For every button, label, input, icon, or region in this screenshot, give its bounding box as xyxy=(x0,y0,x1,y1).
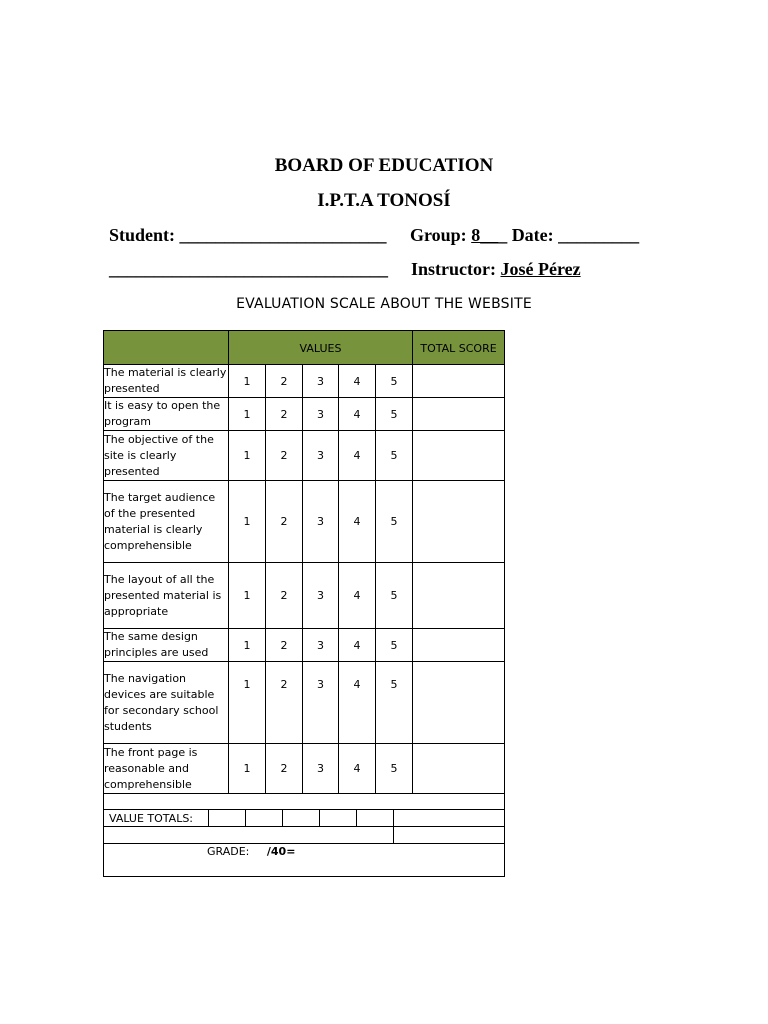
table-row xyxy=(104,365,505,398)
scale-value-5[interactable]: 5 xyxy=(376,563,413,629)
value-total-cell[interactable] xyxy=(320,810,357,827)
scale-value-3[interactable]: 3 xyxy=(303,481,339,563)
criterion-label: The front page is reasonable and comprehensible xyxy=(104,744,229,794)
scale-value-1[interactable]: 1 xyxy=(229,431,266,481)
spacer-cell xyxy=(104,794,505,810)
scale-value-3[interactable]: 3 xyxy=(303,744,339,794)
scale-value-1[interactable]: 1 xyxy=(229,365,266,398)
date-label: Date: xyxy=(511,225,554,245)
scale-value-3[interactable]: 3 xyxy=(303,431,339,481)
criterion-label: The same design principles are used xyxy=(104,629,229,662)
scale-value-1[interactable]: 1 xyxy=(229,563,266,629)
scale-value-2[interactable]: 2 xyxy=(266,662,303,744)
instructor-line xyxy=(411,259,581,280)
total-score-cell[interactable] xyxy=(413,365,505,398)
instructor-label: Instructor: xyxy=(411,259,496,279)
value-total-cell[interactable] xyxy=(209,810,246,827)
scale-value-5[interactable]: 5 xyxy=(376,744,413,794)
table-row xyxy=(104,563,505,629)
blank-cell xyxy=(394,827,505,844)
spacer-row xyxy=(104,794,505,810)
scale-value-4[interactable]: 4 xyxy=(339,481,376,563)
scale-value-2[interactable]: 2 xyxy=(266,365,303,398)
scale-value-1[interactable]: 1 xyxy=(229,744,266,794)
date-blank: _________ xyxy=(558,225,640,245)
total-score-cell[interactable] xyxy=(413,629,505,662)
criteria-header-cell xyxy=(104,331,229,365)
scale-value-4[interactable]: 4 xyxy=(339,431,376,481)
scale-value-2[interactable]: 2 xyxy=(266,629,303,662)
school-title: I.P.T.A TONOSÍ xyxy=(317,190,451,211)
total-score-cell[interactable] xyxy=(413,744,505,794)
scale-value-5[interactable]: 5 xyxy=(376,629,413,662)
scale-value-5[interactable]: 5 xyxy=(376,365,413,398)
value-total-cell[interactable] xyxy=(394,810,505,827)
group-date-line xyxy=(410,225,639,246)
criterion-label: The material is clearly presented xyxy=(104,365,229,398)
total-score-cell[interactable] xyxy=(413,398,505,431)
scale-value-1[interactable]: 1 xyxy=(229,398,266,431)
value-total-cell[interactable] xyxy=(357,810,394,827)
scale-value-5[interactable]: 5 xyxy=(376,481,413,563)
scale-value-4[interactable]: 4 xyxy=(339,629,376,662)
evaluation-table xyxy=(103,330,505,810)
scale-value-2[interactable]: 2 xyxy=(266,563,303,629)
total-score-header: TOTAL SCORE xyxy=(413,331,505,365)
student-line xyxy=(109,225,387,246)
value-total-cell[interactable] xyxy=(283,810,320,827)
group-value: 8__ xyxy=(471,225,499,245)
value-total-cell[interactable] xyxy=(246,810,283,827)
total-score-cell[interactable] xyxy=(413,481,505,563)
scale-value-3[interactable]: 3 xyxy=(303,398,339,431)
blank-row xyxy=(104,827,505,844)
blank-cell xyxy=(104,827,394,844)
scale-value-4[interactable]: 4 xyxy=(339,365,376,398)
scale-value-3[interactable]: 3 xyxy=(303,365,339,398)
criterion-label: It is easy to open the program xyxy=(104,398,229,431)
scale-value-1[interactable]: 1 xyxy=(229,662,266,744)
table-row xyxy=(104,662,505,744)
table-header-row xyxy=(104,331,505,365)
scale-value-1[interactable]: 1 xyxy=(229,629,266,662)
criterion-label: The navigation devices are suitable for secondary school students xyxy=(104,662,229,744)
scale-value-5[interactable]: 5 xyxy=(376,398,413,431)
total-score-cell[interactable] xyxy=(413,563,505,629)
value-totals-label: VALUE TOTALS: xyxy=(104,810,209,827)
total-score-cell[interactable] xyxy=(413,431,505,481)
criterion-label: The objective of the site is clearly presented xyxy=(104,431,229,481)
grade-row xyxy=(104,844,505,877)
scale-value-4[interactable]: 4 xyxy=(339,662,376,744)
scale-value-2[interactable]: 2 xyxy=(266,481,303,563)
grade-label: GRADE: xyxy=(207,845,250,858)
scale-value-4[interactable]: 4 xyxy=(339,563,376,629)
scale-value-5[interactable]: 5 xyxy=(376,431,413,481)
group-blank: _ xyxy=(498,225,508,245)
evaluation-subtitle: EVALUATION SCALE ABOUT THE WEBSITE xyxy=(236,296,532,312)
scale-value-1[interactable]: 1 xyxy=(229,481,266,563)
grade-cell[interactable] xyxy=(104,844,505,877)
scale-value-3[interactable]: 3 xyxy=(303,563,339,629)
values-header: VALUES xyxy=(229,331,413,365)
table-row xyxy=(104,431,505,481)
total-score-cell[interactable] xyxy=(413,662,505,744)
scale-value-5[interactable]: 5 xyxy=(376,662,413,744)
student-label: Student: xyxy=(109,225,176,245)
group-label: Group: xyxy=(410,225,467,245)
grade-value: /40= xyxy=(266,845,296,858)
student-blank: _______________________ xyxy=(179,225,387,245)
scale-value-3[interactable]: 3 xyxy=(303,629,339,662)
blank-line: _______________________________ xyxy=(109,259,388,279)
table-row xyxy=(104,629,505,662)
criterion-label: The layout of all the presented material is appropriate xyxy=(104,563,229,629)
value-totals-row xyxy=(104,810,505,827)
scale-value-2[interactable]: 2 xyxy=(266,431,303,481)
instructor-name: José Pérez xyxy=(500,259,581,279)
table-row xyxy=(104,398,505,431)
org-title: BOARD OF EDUCATION xyxy=(274,155,494,176)
table-row xyxy=(104,481,505,563)
totals-table xyxy=(103,809,505,877)
scale-value-4[interactable]: 4 xyxy=(339,398,376,431)
table-row xyxy=(104,744,505,794)
scale-value-2[interactable]: 2 xyxy=(266,398,303,431)
scale-value-4[interactable]: 4 xyxy=(339,744,376,794)
criterion-label: The target audience of the presented material is clearly comprehensible xyxy=(104,481,229,563)
scale-value-3[interactable]: 3 xyxy=(303,662,339,744)
scale-value-2[interactable]: 2 xyxy=(266,744,303,794)
